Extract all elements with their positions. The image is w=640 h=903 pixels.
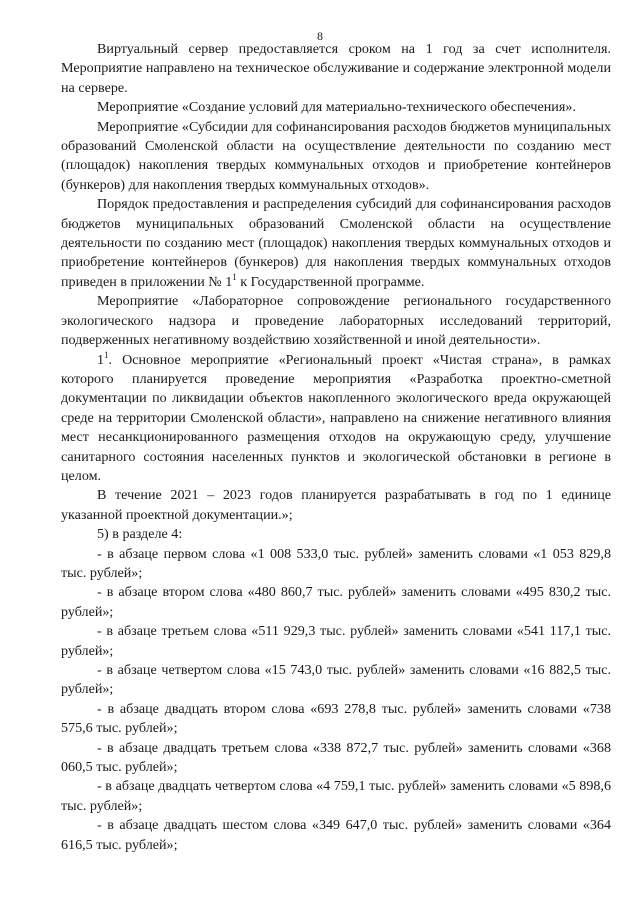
- amendment-item: - в абзаце двадцать четвертом слова «4 759,1 тыс. рублей» заменить словами «5 898,6 тыс. рублей»;: [61, 778, 611, 814]
- paragraph-event-subsidies: Мероприятие «Субсидии для софинансирования расходов бюджетов муниципальных образований Смоленской области на осуществление деятельности по созданию мест (площадок) накопления твердых коммунальных отходов и приобретение контейнеров (бункеров) для накопления твердых коммунальных отходов».: [61, 118, 611, 193]
- paragraph-text: . Основное мероприятие «Региональный проект «Чистая страна», в рамках которого планируется проведение мероприятия «Разработка проектно-сметной документации по ликвидации объектов накопленного экологического вреда окружающей среде на территории Смоленской области», направлено на снижение негативного влияния мест несанкционированного размещения отходов на окружающую среду, улучшение санитарного состояния населенных пунктов и экологической обстановки в регионе в целом.: [61, 351, 611, 484]
- superscript: 1: [104, 349, 109, 360]
- amendment-item: - в абзаце двадцать шестом слова «349 647,0 тыс. рублей» заменить словами «364 616,5 тыс. рублей»;: [61, 817, 611, 853]
- amendment-item: - в абзаце четвертом слова «15 743,0 тыс. рублей» заменить словами «16 882,5 тыс. рублей»;: [61, 662, 611, 698]
- paragraph-event-material-support: Мероприятие «Создание условий для материально-технического обеспечения».: [97, 99, 576, 116]
- paragraph-section-4: 5) в разделе 4:: [97, 526, 183, 543]
- amendment-item: - в абзаце первом слова «1 008 533,0 тыс. рублей» заменить словами «1 053 829,8 тыс. рублей»;: [61, 545, 611, 581]
- amendment-item: - в абзаце двадцать третьем слова «338 872,7 тыс. рублей» заменить словами «368 060,5 тыс. рублей»;: [61, 739, 611, 776]
- document-body: [61, 40, 611, 855]
- paragraph-event-laboratory: Мероприятие «Лабораторное сопровождение регионального государственного экологического надзора и проведение лабораторных исследований территорий, подверженных негативному воздействию хозяйственной и иной деятельности».: [61, 293, 611, 349]
- amendment-item: - в абзаце втором слова «480 860,7 тыс. рублей» заменить словами «495 830,2 тыс. рублей»;: [61, 584, 611, 620]
- paragraph-text: 1: [97, 351, 105, 368]
- paragraph-main-event-clean-country: [61, 351, 611, 487]
- paragraph-text: к Государственной программе.: [236, 273, 425, 290]
- paragraph-text: Порядок предоставления и распределения субсидий для софинансирования расходов бюджетов муниципальных образований Смоленской области на осуществление деятельности по созданию мест (площадок) накопления твердых коммунальных отходов и приобретение контейнеров (бункеров) для накопления твердых коммунальных отходов приведен в приложении № 1: [61, 196, 611, 290]
- paragraph-documentation-plan: В течение 2021 – 2023 годов планируется разрабатывать в год по 1 единице указанной проектной документации.»;: [61, 487, 611, 523]
- amendment-item: - в абзаце третьем слова «511 929,3 тыс. рублей» заменить словами «541 117,1 тыс. рублей»;: [61, 623, 611, 659]
- paragraph-virtual-server: Виртуальный сервер предоставляется сроком на 1 год за счет исполнителя. Мероприятие направлено на техническое обслуживание и содержание электронной модели на сервере.: [61, 41, 611, 96]
- superscript: 1: [232, 271, 237, 282]
- paragraph-subsidy-procedure: [61, 195, 611, 292]
- amendment-item: - в абзаце двадцать втором слова «693 278,8 тыс. рублей» заменить словами «738 575,6 тыс. рублей»;: [61, 700, 611, 737]
- page-number: 8: [317, 29, 323, 43]
